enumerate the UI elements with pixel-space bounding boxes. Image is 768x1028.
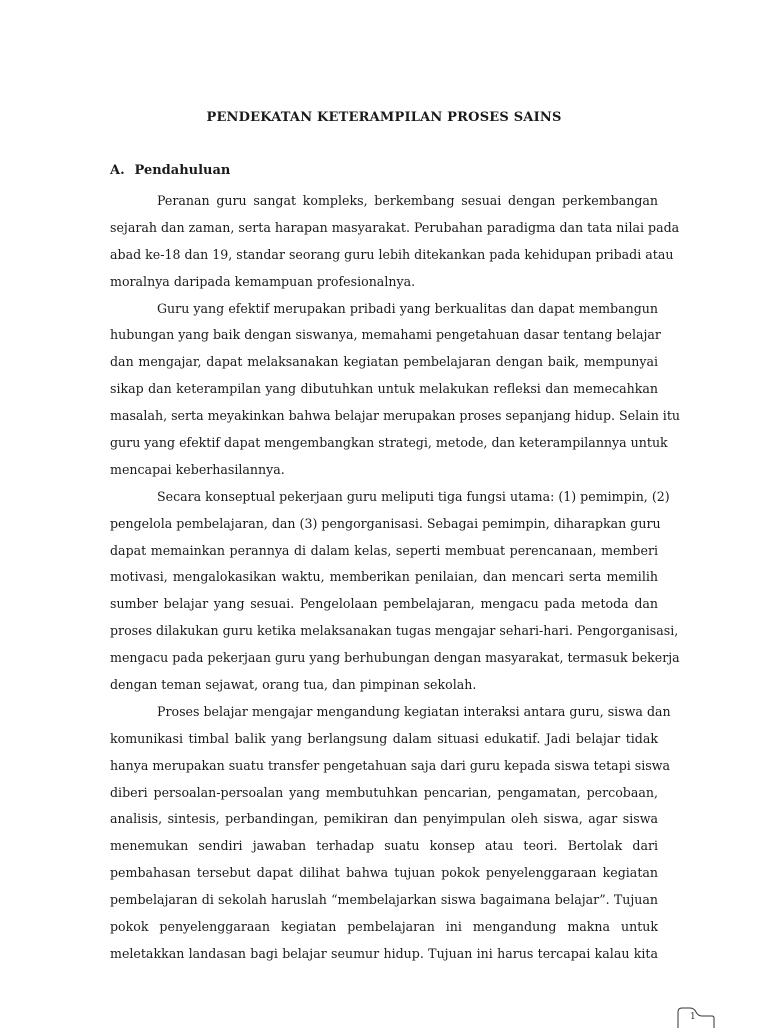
paragraph-line: Proses belajar mengajar mengandung kegiatan interaksi antara guru, siswa dan [157, 703, 671, 719]
paragraph-line: moralnya daripada kemampuan profesionalnya. [110, 273, 416, 289]
paragraph-line: pembelajaran di sekolah haruslah “membelajarkan siswa bagaimana belajar”. Tujuan [110, 892, 658, 908]
document-title: PENDEKATAN KETERAMPILAN PROSES SAINS [206, 110, 562, 125]
paragraph-line: hubungan yang baik dengan siswanya, memahami pengetahuan dasar tentang belajar [110, 327, 661, 343]
page-corner-tab [676, 1004, 716, 1028]
paragraph-line: pembahasan tersebut dapat dilihat bahwa tujuan pokok penyelenggaraan kegiatan [110, 865, 658, 881]
section-heading [110, 163, 230, 178]
paragraph-line: meletakkan landasan bagi belajar seumur hidup. Tujuan ini harus tercapai kalau kita [110, 945, 658, 961]
paragraph-line: Secara konseptual pekerjaan guru meliputi tiga fungsi utama: (1) pemimpin, (2) [157, 488, 670, 504]
paragraph-line: guru yang efektif dapat mengembangkan strategi, metode, dan keterampilannya untuk [110, 435, 668, 451]
paragraph-line: Peranan guru sangat kompleks, berkembang sesuai dengan perkembangan [157, 193, 658, 208]
paragraph-line: mencapai keberhasilannya. [110, 461, 285, 477]
paragraph [110, 296, 681, 484]
paragraph-line: komunikasi timbal balik yang berlangsung dalam situasi edukatif. Jadi belajar tidak [110, 730, 658, 746]
paragraph-line: pengelola pembelajaran, dan (3) pengorganisasi. Sebagai pemimpin, diharapkan guru [110, 515, 661, 531]
paragraph-line: dengan teman sejawat, orang tua, dan pimpinan sekolah. [110, 677, 477, 693]
paragraph-line: motivasi, mengalokasikan waktu, memberikan penilaian, dan mencari serta memilih [110, 569, 658, 585]
paragraph-line: sejarah dan zaman, serta harapan masyarakat. Perubahan paradigma dan tata nilai pada [110, 219, 680, 235]
section-number: A. [110, 163, 125, 178]
paragraph-line: dan mengajar, dapat melaksanakan kegiatan pembelajaran dengan baik, mempunyai [110, 354, 658, 370]
paragraph-line: hanya merupakan suatu transfer pengetahuan saja dari guru kepada siswa tetapi siswa [110, 757, 671, 773]
paragraph-line: sumber belajar yang sesuai. Pengelolaan pembelajaran, mengacu pada metoda dan [110, 596, 658, 612]
paragraph [110, 699, 671, 968]
paragraph-line: mengacu pada pekerjaan guru yang berhubungan dengan masyarakat, termasuk bekerja [110, 650, 680, 666]
paragraph [110, 484, 680, 699]
paragraph-line: pokok penyelenggaraan kegiatan pembelajaran ini mengandung makna untuk [110, 919, 658, 935]
paragraph-line: dapat memainkan perannya di dalam kelas, seperti membuat perencanaan, memberi [110, 542, 658, 558]
paragraph-line: masalah, serta meyakinkan bahwa belajar merupakan proses sepanjang hidup. Selain itu [110, 408, 681, 424]
body-text [110, 188, 681, 968]
paragraph [110, 188, 680, 296]
paragraph-line: proses dilakukan guru ketika melaksanakan tugas mengajar sehari-hari. Pengorganisasi, [110, 623, 679, 639]
paragraph-line: menemukan sendiri jawaban terhadap suatu konsep atau teori. Bertolak dari [110, 838, 658, 854]
section-title: Pendahuluan [134, 163, 231, 178]
page-number: 1 [690, 1012, 696, 1022]
paragraph-line: diberi persoalan-persoalan yang membutuhkan pencarian, pengamatan, percobaan, [110, 784, 658, 800]
paragraph-line: Guru yang efektif merupakan pribadi yang berkualitas dan dapat membangun [157, 300, 658, 316]
paragraph-line: analisis, sintesis, perbandingan, pemikiran dan penyimpulan oleh siswa, agar siswa [110, 811, 658, 827]
paragraph-line: abad ke-18 dan 19, standar seorang guru lebih ditekankan pada kehidupan pribadi atau [110, 246, 674, 262]
paragraph-line: sikap dan keterampilan yang dibutuhkan untuk melakukan refleksi dan memecahkan [110, 381, 658, 397]
